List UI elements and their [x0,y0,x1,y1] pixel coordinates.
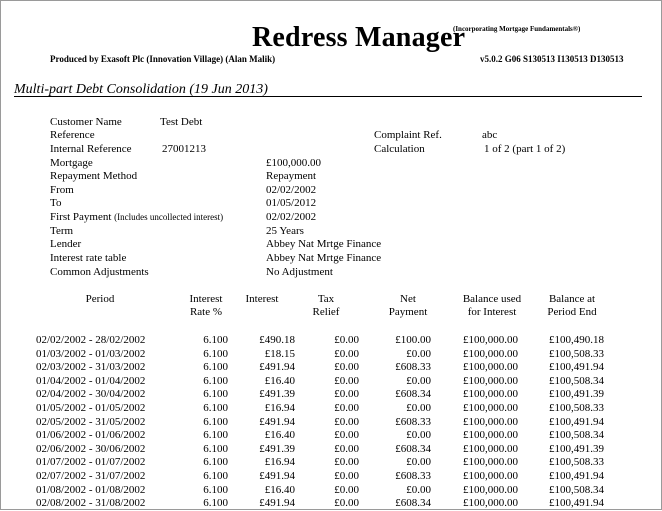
cell-balance-used: £100,000.00 [463,361,518,374]
common-adjustments-value: No Adjustment [266,266,333,278]
col-header-rate [176,293,236,319]
cell-rate: 6.100 [203,402,228,414]
cell-balance-used: £100,000.00 [463,334,518,346]
cell-balance-used: £100,000.00 [463,402,518,414]
cell-net: £608.34 [395,442,431,455]
term-label: Term [50,225,74,237]
cell-interest: £18.15 [264,347,295,360]
cell-net: £608.34 [395,388,431,401]
app-title: Redress Manager [252,22,466,53]
cell-rate: 6.100 [203,374,228,387]
term-value: 25 Years [266,225,304,237]
col-header-rate-line2: Rate % [189,306,223,318]
col-header-net-line2: Payment [388,306,428,318]
col-header-tax-line1: Tax [317,293,335,305]
cell-net: £608.33 [395,470,431,482]
table-row [0,484,662,498]
cell-balance-used: £100,000.00 [463,429,518,442]
cell-balance-end: £100,508.33 [549,456,604,469]
lender-label: Lender [50,238,82,250]
cell-balance-end: £100,491.94 [549,497,604,510]
internal-reference-value: 27001213 [162,143,206,155]
lender-value: Abbey Nat Mrtge Finance [266,238,382,250]
cell-interest: £16.40 [264,483,295,496]
col-header-tax [300,293,352,319]
cell-period: 02/02/2002 - 28/02/2002 [36,334,146,346]
customer-name-label: Customer Name [50,116,122,128]
col-header-net [376,293,440,319]
table-row [0,416,662,430]
internal-reference-label: Internal Reference [50,143,132,155]
cell-period: 02/06/2002 - 30/06/2002 [36,442,146,455]
cell-period: 01/06/2002 - 01/06/2002 [36,429,146,442]
cell-interest: £16.94 [264,456,295,469]
cell-period: 02/05/2002 - 31/05/2002 [36,415,146,428]
cell-balance-end: £100,508.33 [549,347,604,360]
cell-tax: £0.00 [334,483,359,496]
cell-net: £0.00 [406,456,431,469]
cell-interest: £16.94 [264,402,295,414]
cell-rate: 6.100 [203,334,228,346]
cell-balance-end: £100,490.18 [549,334,604,346]
header-divider [14,96,642,97]
cell-interest: £491.94 [259,497,295,510]
cell-tax: £0.00 [334,415,359,428]
cell-tax: £0.00 [334,497,359,510]
cell-tax: £0.00 [334,470,359,482]
cell-tax: £0.00 [334,347,359,360]
cell-tax: £0.00 [334,334,359,346]
col-header-rate-line1: Interest [189,293,223,305]
col-header-balance-used-line2: for Interest [467,306,517,318]
table-row [0,443,662,457]
cell-period: 01/03/2002 - 01/03/2002 [36,347,146,360]
cell-balance-used: £100,000.00 [463,374,518,387]
cell-net: £608.33 [395,361,431,374]
cell-interest: £16.40 [264,429,295,442]
interest-rate-table-value: Abbey Nat Mrtge Finance [266,252,382,264]
first-payment-label-text: First Payment [50,211,112,223]
cell-balance-used: £100,000.00 [463,483,518,496]
table-row [0,348,662,362]
cell-rate: 6.100 [203,429,228,442]
cell-net: £0.00 [406,347,431,360]
cell-balance-used: £100,000.00 [463,388,518,401]
cell-balance-end: £100,491.39 [549,388,604,401]
cell-interest: £491.39 [259,442,295,455]
table-row [0,497,662,511]
cell-rate: 6.100 [203,361,228,374]
cell-period: 02/07/2002 - 31/07/2002 [36,470,146,482]
cell-balance-used: £100,000.00 [463,470,518,482]
col-header-net-line1: Net [400,293,416,305]
cell-rate: 6.100 [203,470,228,482]
cell-balance-used: £100,000.00 [463,442,518,455]
cell-balance-end: £100,508.34 [549,483,604,496]
table-row [0,429,662,443]
cell-tax: £0.00 [334,388,359,401]
cell-balance-end: £100,508.34 [549,374,604,387]
cell-interest: £491.39 [259,388,295,401]
cell-net: £0.00 [406,402,431,414]
cell-net: £608.33 [395,415,431,428]
incorporating-note: (Incorporating Mortgage Fundamentals®) [453,25,581,33]
cell-rate: 6.100 [203,415,228,428]
cell-period: 01/07/2002 - 01/07/2002 [36,456,146,469]
first-payment-value: 02/02/2002 [266,211,317,223]
cell-net: £100.00 [395,334,431,346]
report-subtitle: Multi-part Debt Consolidation (19 Jun 2013) [14,82,268,97]
cell-tax: £0.00 [334,456,359,469]
cell-tax: £0.00 [334,442,359,455]
cell-interest: £491.94 [259,470,295,482]
mortgage-value: £100,000.00 [266,157,321,169]
cell-period: 01/05/2002 - 01/05/2002 [36,402,146,414]
col-header-balance-end-line1: Balance at [548,293,596,305]
cell-net: £0.00 [406,483,431,496]
col-header-balance-end-line2: Period End [547,306,597,318]
to-value: 01/05/2012 [266,197,317,209]
complaint-ref-label: Complaint Ref. [374,129,442,141]
complaint-ref-value: abc [482,129,498,141]
first-payment-note: (Includes uncollected interest) [114,212,224,222]
common-adjustments-label: Common Adjustments [50,266,149,278]
cell-balance-end: £100,508.33 [549,402,604,414]
cell-rate: 6.100 [203,483,228,496]
interest-rate-table-label: Interest rate table [50,252,127,264]
table-row [0,456,662,470]
to-label: To [50,197,62,209]
col-header-period: Period [85,293,115,305]
cell-net: £608.34 [395,497,431,510]
from-label: From [50,184,74,196]
cell-period: 01/04/2002 - 01/04/2002 [36,374,146,387]
cell-balance-used: £100,000.00 [463,347,518,360]
cell-rate: 6.100 [203,347,228,360]
table-row [0,388,662,402]
table-row [0,334,662,348]
cell-balance-end: £100,508.34 [549,429,604,442]
calculation-value: 1 of 2 (part 1 of 2) [484,143,566,155]
cell-tax: £0.00 [334,361,359,374]
cell-balance-used: £100,000.00 [463,456,518,469]
table-row [0,402,662,416]
cell-period: 02/03/2002 - 31/03/2002 [36,361,146,374]
cell-rate: 6.100 [203,388,228,401]
version-info: v5.0.2 G06 S130513 I130513 D130513 [480,54,624,64]
cell-rate: 6.100 [203,497,228,510]
cell-interest: £16.40 [264,374,295,387]
cell-balance-used: £100,000.00 [463,415,518,428]
cell-period: 01/08/2002 - 01/08/2002 [36,483,146,496]
cell-rate: 6.100 [203,442,228,455]
col-header-balance-used-line1: Balance used [462,293,522,305]
cell-net: £0.00 [406,429,431,442]
cell-period: 02/04/2002 - 30/04/2002 [36,388,146,401]
cell-balance-used: £100,000.00 [463,497,518,510]
cell-tax: £0.00 [334,402,359,414]
col-header-balance-end [532,293,612,319]
repayment-method-label: Repayment Method [50,170,138,182]
reference-label: Reference [50,129,95,141]
produced-by: Produced by Exasoft Plc (Innovation Village) (Alan Malik) [50,54,276,64]
cell-balance-end: £100,491.39 [549,442,604,455]
cell-net: £0.00 [406,374,431,387]
cell-interest: £491.94 [259,361,295,374]
col-header-tax-line2: Relief [312,306,340,318]
cell-rate: 6.100 [203,456,228,469]
from-value: 02/02/2002 [266,184,317,196]
cell-tax: £0.00 [334,429,359,442]
col-header-interest: Interest [245,293,279,305]
calculation-label: Calculation [374,143,425,155]
customer-name-value: Test Debt [160,116,203,128]
mortgage-label: Mortgage [50,157,93,169]
cell-balance-end: £100,491.94 [549,415,604,428]
table-row [0,375,662,389]
cell-interest: £490.18 [259,334,295,346]
table-row [0,361,662,375]
cell-period: 02/08/2002 - 31/08/2002 [36,497,146,510]
cell-interest: £491.94 [259,415,295,428]
cell-tax: £0.00 [334,374,359,387]
cell-balance-end: £100,491.94 [549,470,604,482]
repayment-method-value: Repayment [266,170,317,182]
first-payment-label [50,211,223,223]
cell-balance-end: £100,491.94 [549,361,604,374]
col-header-balance-used [452,293,532,319]
table-row [0,470,662,484]
